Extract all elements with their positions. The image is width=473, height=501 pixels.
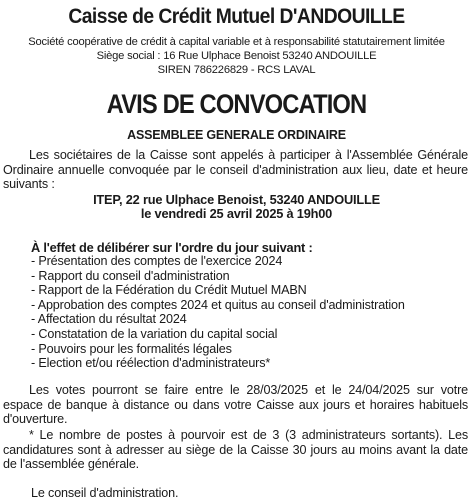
intro-paragraph (3, 148, 468, 192)
footnote-text: * Le nombre de postes à pourvoir est de 3 (3 administrateurs sortants). Les candidatures sont à adresser au siège de la Caisse 30 jours au moins avant la date de l'assemblée générale. (3, 428, 468, 472)
agenda-item: - Présentation des comptes de l'exercice 2024 (31, 254, 283, 268)
votes-text: Les votes pourront se faire entre le 28/03/2025 et le 24/04/2025 sur votre espace de banque à distance ou dans votre Caisse aux jours et horaires habituels d'ouverture. (3, 383, 468, 427)
votes-paragraph (3, 383, 468, 427)
agenda-item: - Approbation des comptes 2024 et quitus au conseil d'administration (31, 297, 405, 312)
meeting-type: ASSEMBLEE GENERALE ORDINAIRE (127, 128, 346, 142)
agenda-item: - Election et/ou réélection d'administrateurs* (31, 356, 271, 371)
agenda-item: - Constatation de la variation du capital social (31, 326, 278, 341)
agenda-item: - Rapport du conseil d'administration (31, 268, 230, 283)
agenda-item: - Affectation du résultat 2024 (31, 312, 187, 327)
agenda-item: - Rapport de la Fédération du Crédit Mutuel MABN (31, 283, 307, 298)
issuer-registration: SIREN 786226829 - RCS LAVAL (157, 64, 316, 76)
agenda-list (31, 254, 405, 371)
agenda-heading: À l'effet de délibérer sur l'ordre du jour suivant : (31, 240, 313, 255)
issuer-title: Caisse de Crédit Mutuel D'ANDOUILLE (68, 5, 405, 28)
footnote-paragraph (3, 428, 468, 472)
issuer-head-office: Siège social : 16 Rue Ulphace Benoist 53240 ANDOUILLE (96, 50, 377, 62)
meeting-venue: ITEP, 22 rue Ulphace Benoist, 53240 ANDOUILLE (93, 192, 380, 207)
meeting-datetime: le vendredi 25 avril 2025 à 19h00 (140, 206, 333, 221)
agenda-item: - Pouvoirs pour les formalités légales (31, 341, 232, 356)
issuer-legal-form: Société coopérative de crédit à capital variable et à responsabilité statutairement limitée (28, 36, 445, 48)
signoff: Le conseil d'administration. (31, 486, 179, 500)
notice-heading: AVIS DE CONVOCATION (106, 89, 367, 119)
intro-text: Les sociétaires de la Caisse sont appelés à participer à l'Assemblée Générale Ordinaire annuelle convoquée par le conseil d'administration aux lieu, date et heure suivants : (3, 148, 468, 192)
